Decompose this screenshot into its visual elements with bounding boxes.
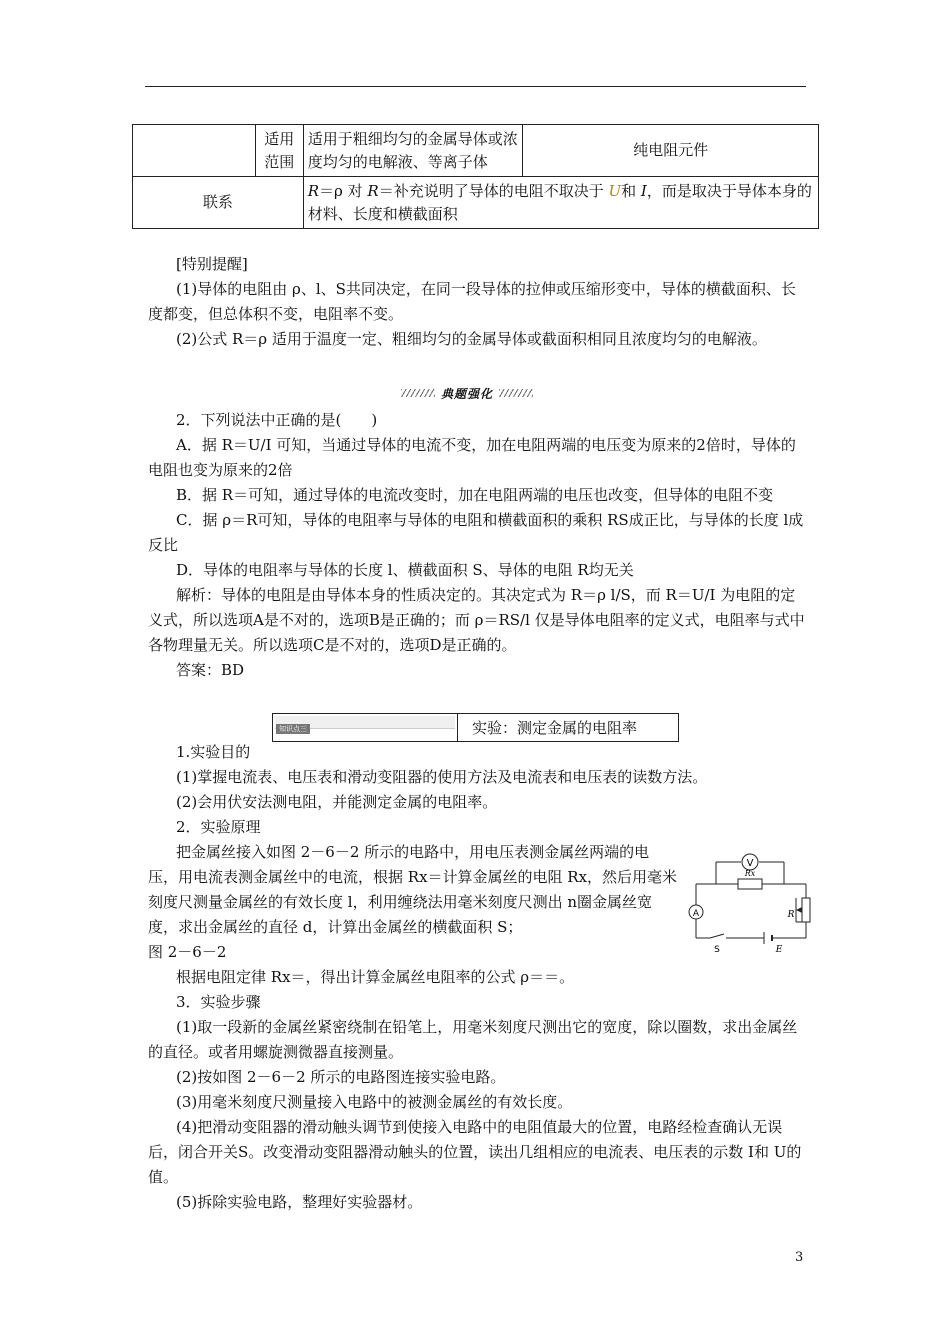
question-stem: 2．下列说法中正确的是( ) [176, 411, 378, 429]
s2-p2: 根据电阻定律 Rx＝，得出计算金属丝电阻率的公式 ρ＝＝。 [176, 968, 575, 986]
knowledge-point-tag [273, 714, 458, 741]
reminder-p2: (2)公式 R＝ρ 适用于温度一定、粗细均匀的金属导体或截面积相同且浓度均匀的电解液。 [176, 330, 767, 348]
s3-title: 3．实验步骤 [176, 993, 261, 1011]
page-number: 3 [795, 1250, 804, 1265]
banner-label: 典题强化 [440, 386, 493, 401]
experiment-principle [148, 840, 678, 965]
ammeter-label: A [692, 909, 700, 919]
option-c: C．据 ρ＝R可知，导体的电阻率与导体的电阻和横截面积的乘积 RS成正比，与导体的长度 l成反比 [148, 511, 804, 554]
voltmeter-label: V [746, 858, 754, 869]
s2-title: 2．实验原理 [176, 818, 261, 836]
relation-cell: R＝ρ 对 R＝补充说明了导体的电阻不取决于 U和 I，而是取决于导体本身的材料、长度和横截面积 [303, 177, 818, 229]
option-d: D．导体的电阻率与导体的长度 l、横截面积 S、导体的电阻 R均无关 [176, 561, 634, 579]
s1-p2: (2)会用伏安法测电阻，并能测定金属的电阻率。 [176, 793, 498, 811]
s2-fig-caption: 图 2－6－2 [148, 943, 227, 961]
scope-left-cell: 适用于粗细均匀的金属导体或浓度均匀的电解液、等离子体 [303, 125, 523, 177]
rx-label: Rx [744, 869, 756, 878]
section-banner [367, 382, 567, 404]
circuit-diagram [686, 840, 814, 956]
special-reminder [148, 252, 810, 352]
s3-p5: (5)拆除实验电路，整理好实验器材。 [176, 1193, 423, 1211]
s3-p2: (2)按如图 2－6－2 所示的电路图连接实验电路。 [176, 1068, 506, 1086]
rheostat-icon [802, 898, 810, 922]
reminder-p1: (1)导体的电阻由 ρ、l、S共同决定，在同一段导体的拉伸或压缩形变中，导体的横截面积、长度都变，但总体积不变，电阻率不变。 [148, 280, 796, 323]
analysis: 解析：导体的电阻是由导体本身的性质决定的。其决定式为 R＝ρ l/S，而 R＝U/I 为电阻的定义式，所以选项A是不对的，选项B是正确的；而 ρ＝RS/l 仅是导体电阻率的定义式，电阻率与式中各物理量无关。所以选项C是不对的，选项D是正确的。 [148, 586, 805, 654]
s3-p3: (3)用毫米刻度尺测量接入电路中的被测金属丝的有效长度。 [176, 1093, 573, 1111]
answer: 答案：BD [176, 661, 245, 679]
circuit-svg [686, 840, 814, 956]
s2-p1: 把金属丝接入如图 2－6－2 所示的电路中，用电压表测金属丝两端的电压，用电流表测金属丝中的电流，根据 Rx＝计算金属丝的电阻 Rx，然后用毫米刻度尺测量金属丝的有效长度 l，利用缠绕法用毫米刻度尺测出 n圈金属丝宽度，求出金属丝的直径 d，计算出金属丝的横截面积 S； [148, 843, 678, 936]
scope-label: 适用范围 [255, 125, 303, 177]
comparison-table [132, 124, 819, 229]
switch-label: S [714, 945, 720, 955]
experiment-part2 [148, 965, 810, 1215]
header-rule [145, 86, 806, 87]
question-block [148, 408, 810, 683]
option-b: B．据 R＝可知，通过导体的电流改变时，加在电阻两端的电压也改变，但导体的电阻不变 [176, 486, 774, 504]
s3-p1: (1)取一段新的金属丝紧密绕制在铅笔上，用毫米刻度尺测出它的宽度，除以圈数，求出金属丝的直径。或者用螺旋测微器直接测量。 [148, 1018, 798, 1061]
option-a: A．据 R＝U/I 可知，当通过导体的电流不变，加在电阻两端的电压变为原来的2倍时，导体的电阻也变为原来的2倍 [148, 436, 796, 479]
s1-p1: (1)掌握电流表、电压表和滑动变阻器的使用方法及电流表和电压表的读数方法。 [176, 768, 708, 786]
knowledge-point-header [272, 713, 679, 742]
knowledge-point-title: 实验：测定金属的电阻率 [472, 719, 638, 737]
relation-label: 联系 [133, 177, 304, 229]
slider-arrow-icon [796, 907, 802, 913]
table-blank-cell [133, 125, 256, 177]
rx-resistor-icon [738, 879, 762, 889]
s1-title: 1.实验目的 [176, 743, 251, 761]
scope-right-cell: 纯电阻元件 [523, 125, 819, 177]
banner-hatch-right [499, 389, 533, 397]
banner-hatch-left [401, 389, 435, 397]
knowledge-point-tag-text: 知识点三 [276, 724, 310, 734]
rheostat-label: R [787, 910, 795, 920]
experiment-part1 [148, 740, 810, 840]
s3-p4: (4)把滑动变阻器的滑动触头调节到使接入电路中的电阻值最大的位置，电路经检查确认无误后，闭合开关S。改变滑动变阻器滑动触头的位置，读出几组相应的电流表、电压表的示数 I和 U的值。 [148, 1118, 802, 1186]
reminder-title: [特别提醒] [176, 255, 248, 273]
battery-label: E [775, 945, 783, 955]
